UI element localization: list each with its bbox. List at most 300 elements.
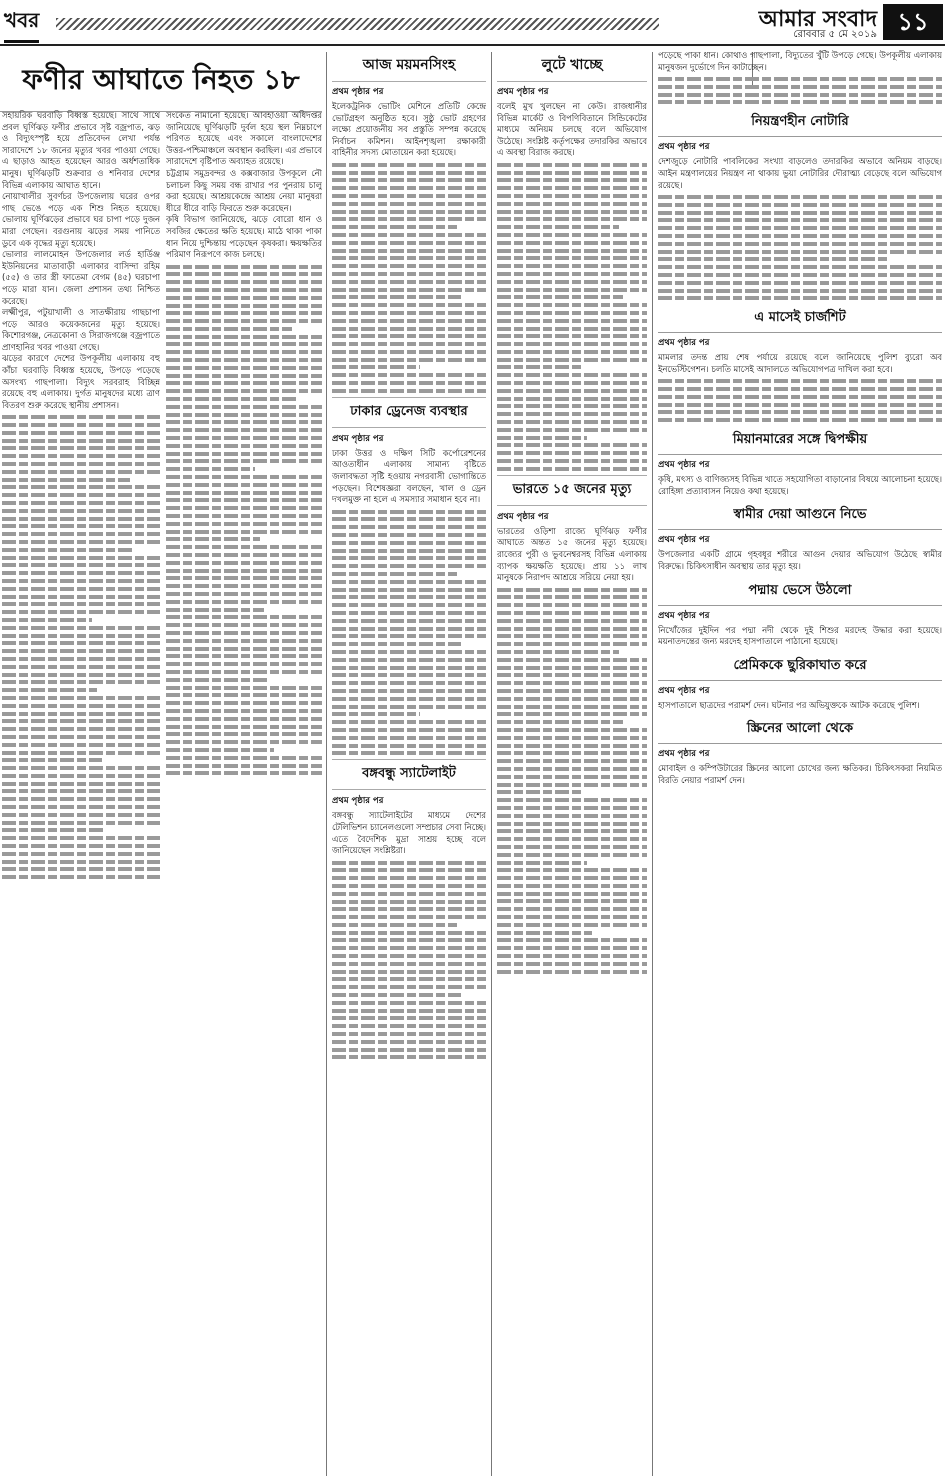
story-text: নিখোঁজের দুইদিন পর পদ্মা নদী থেকে দুই শিশুর মরদেহ উদ্ধার করা হয়েছে। ময়নাতদন্তের জন্য মরদেহ হাসপাতালে পাঠানো হয়েছে। [658, 624, 942, 647]
text-line [497, 288, 647, 292]
story-heading: আজ ময়মনসিংহ [332, 50, 486, 82]
text-line [332, 954, 486, 958]
text-line [332, 350, 486, 354]
text-line [497, 319, 647, 323]
text-line [497, 436, 587, 440]
text-line [497, 412, 647, 416]
text-line [2, 813, 160, 817]
text-line [166, 459, 322, 463]
continued-label: প্রথম পৃষ্ঠার পর [658, 685, 710, 696]
text-line [166, 725, 322, 729]
text-line [332, 697, 486, 701]
newspaper-brand: আমার সংবাদ [758, 7, 877, 32]
text-line [497, 443, 647, 447]
text-line [497, 404, 647, 408]
text-line [497, 588, 647, 592]
text-line [332, 603, 486, 607]
text-line [2, 766, 160, 770]
text-line [2, 470, 160, 474]
story-heading: পদ্মায় ভেসে উঠলো [658, 578, 942, 606]
text-line [332, 225, 457, 229]
text-line [2, 719, 160, 723]
text-line [166, 756, 322, 760]
lead-headline: ফণীর আঘাতে নিহত ১৮ [0, 58, 322, 112]
text-line [166, 467, 255, 471]
text-line [2, 509, 160, 513]
text-line [2, 665, 160, 669]
text-line [2, 524, 160, 528]
story-heading: বঙ্গবন্ধু স্যাটেলাইট [332, 759, 486, 790]
text-line [2, 797, 160, 801]
continued-label: প্রথম পৃষ্ঠার পর [332, 433, 384, 444]
text-line [166, 740, 322, 744]
text-line [332, 868, 486, 872]
text-line [2, 867, 160, 871]
text-line [497, 650, 619, 654]
text-line [2, 673, 160, 677]
text-line [497, 381, 647, 385]
text-line [2, 563, 160, 567]
story-heading: স্ক্রিনের আলো থেকে [658, 716, 942, 744]
text-line [332, 876, 486, 880]
text-line [332, 202, 486, 206]
text-line [658, 100, 942, 104]
text-line [332, 217, 486, 221]
text-line [497, 634, 647, 638]
text-line [332, 751, 486, 755]
text-line [332, 280, 486, 284]
text-line [2, 735, 160, 739]
text-line [497, 666, 647, 670]
text-line [332, 681, 486, 685]
lead-paragraph: লক্ষ্মীপুর, পটুয়াখালী ও সাতক্ষীরায় গাছচাপা পড়ে আরও কয়েকজনের মৃত্যু হয়েছে। কিশোরগঞ্জ, নেত্রকোনা ও সিরাজগঞ্জে বজ্রপাতে প্রাণহানির খবর পাওয়া গেছে। [2, 307, 160, 352]
text-line [332, 1032, 486, 1036]
text-line [497, 681, 647, 685]
text-line [166, 514, 322, 518]
story-heading: মিয়ানমারের সঙ্গে দ্বিপক্ষীয় [658, 427, 942, 455]
text-line [497, 822, 647, 826]
text-line [166, 413, 322, 417]
text-line [658, 203, 942, 207]
text-line [2, 751, 160, 755]
text-line [2, 626, 160, 630]
text-line [166, 350, 322, 354]
column-5 [658, 50, 942, 1476]
text-line [497, 759, 647, 763]
story-text: মামলার তদন্ত প্রায় শেষ পর্যায়ে রয়েছে বলে জানিয়েছে পুলিশ ব্যুরো অব ইনভেস্টিগেশন। চলতি মাসেই আদালতে অভিযোগপত্র দাখিল করা হবে। [658, 352, 942, 374]
text-line [332, 319, 486, 323]
text-line [332, 712, 420, 716]
text-line [497, 642, 647, 646]
text-line [497, 428, 647, 432]
text-line [497, 712, 647, 716]
text-line [497, 611, 647, 615]
text-line [332, 327, 486, 331]
text-line [166, 623, 322, 627]
text-line [497, 728, 647, 732]
text-line [497, 751, 647, 755]
text-line [332, 572, 457, 576]
text-line [658, 218, 942, 222]
text-line [658, 410, 942, 414]
text-line [658, 265, 942, 269]
text-line [332, 619, 486, 623]
text-line [332, 564, 486, 568]
text-line [2, 696, 160, 700]
text-fill [658, 77, 942, 104]
text-line [2, 571, 160, 575]
text-line [2, 875, 160, 879]
text-line [332, 595, 486, 599]
text-line [497, 295, 623, 299]
continued-label: প্রথম পৃষ্ঠার পর [658, 460, 710, 471]
text-line [166, 405, 322, 409]
text-line [497, 389, 647, 393]
text-line [332, 233, 486, 237]
story-text: বলেই মুখ খুলছেন না কেউ। রাজধানীর বিভিন্ন মার্কেট ও বিপণিবিতানে সিন্ডিকেটের মাধ্যমে অনিয়ম চলছে বলে অভিযোগ উঠেছে। সংশ্লিষ্ট কর্তৃপক্ষের তদারকির অভাবে এ অবস্থা বিরাজ করছে। [497, 101, 647, 158]
text-line [497, 217, 647, 221]
text-line [332, 517, 486, 521]
text-line [332, 985, 486, 989]
text-line [497, 673, 647, 677]
text-line [2, 602, 160, 606]
text-line [658, 211, 942, 215]
text-line [497, 334, 647, 338]
text-line [497, 397, 647, 401]
continued-label: প্রথম পৃষ্ঠার পর [332, 87, 384, 97]
story-heading: লুটে খাচ্ছে [497, 50, 647, 82]
text-line [166, 420, 322, 424]
text-line [497, 970, 647, 974]
text-line [166, 647, 322, 651]
text-line [2, 431, 160, 435]
text-line [2, 579, 160, 583]
text-line [166, 662, 322, 666]
text-line [658, 296, 942, 300]
text-line [332, 533, 486, 537]
text-line [332, 256, 486, 260]
text-line [166, 498, 322, 502]
story-text: উপজেলার একটি গ্রামে গৃহবধূর শরীরে আগুন দেয়ার অভিযোগ উঠেছে স্বামীর বিরুদ্ধে। চিকিৎসাধীন অবস্থায় তার মৃত্যু হয়। [658, 549, 942, 572]
text-line [2, 548, 135, 552]
text-line [332, 549, 486, 553]
text-line [2, 556, 160, 560]
text-line [2, 649, 160, 653]
text-line [2, 828, 106, 832]
text-line [497, 264, 647, 268]
text-line [2, 805, 160, 809]
text-line [2, 821, 160, 825]
text-line [497, 783, 647, 787]
text-line [332, 163, 486, 167]
text-line [332, 1048, 486, 1052]
text-line [2, 540, 160, 544]
story-text: পড়েছে পাকা ধান। কোথাও গাছপালা, বিদ্যুতের খুঁটি উপড়ে গেছে। উপকূলীয় এলাকায় মানুষজন দুর্ভোগে দিন কাটাচ্ছেন। [658, 50, 942, 72]
text-line [2, 439, 160, 443]
text-fill [497, 588, 647, 974]
text-line [166, 608, 264, 612]
text-line [497, 178, 647, 182]
text-line [332, 373, 486, 377]
story-text: ভারতের ওড়িশা রাজ্যে ঘূর্ণিঝড় ফণীর আঘাতে অন্তত ১৫ জনের মৃত্যু হয়েছে। রাজ্যের পুরী ও ভুবনেশ্বরসহ বিভিন্ন এলাকায় ব্যাপক ক্ষয়ক্ষতি হয়েছে। প্রায় ১১ লাখ মানুষকে নিরাপদ আশ্রয়ে সরিয়ে নেয়া হয়। [497, 525, 647, 583]
text-line [166, 693, 322, 697]
text-line [166, 678, 269, 682]
text-line [497, 744, 647, 748]
text-line [497, 767, 647, 771]
story-heading: ঢাকার ড্রেনেজ ব্যবস্থার [332, 397, 486, 428]
text-line [497, 689, 647, 693]
text-line [2, 727, 160, 731]
text-line [166, 530, 322, 534]
text-line [497, 837, 647, 841]
lead-column-2 [166, 110, 322, 1476]
text-line [2, 844, 160, 848]
text-line [497, 931, 592, 935]
text-line [497, 603, 647, 607]
text-line [497, 899, 647, 903]
lead-paragraph: সহায়রিক ঘরবাড়ি বিধ্বস্ত হয়েছে। সাথে সাথে প্রবল ঘূর্ণিঝড় ফণীর প্রভাবে সৃষ্ট বজ্রপাত, ঝড় ও বিদ্যুৎস্পৃষ্ট হয়ে প্রতিবেদন লেখা পর্যন্ত সারাদেশে ১৮ জনের মৃত্যুর খবর পাওয়া গেছে। এ ছাড়াও আহত হয়েছেন আরও অর্ধশতাধিক মানুষ। ঘূর্ণিঝড়টি শুক্রবার ও শনিবার দেশের বিভিন্ন এলাকায় আঘাত হানে। [2, 110, 160, 190]
text-line [497, 853, 647, 857]
text-line [497, 467, 647, 471]
text-line [166, 600, 322, 604]
section-name: খবর [4, 6, 39, 43]
text-line [2, 462, 160, 466]
text-line [166, 327, 292, 331]
text-line [166, 342, 322, 346]
text-line [166, 639, 322, 643]
text-line [166, 764, 322, 768]
text-line [166, 615, 322, 619]
text-line [332, 288, 486, 292]
text-line [332, 334, 486, 338]
text-line [332, 272, 486, 276]
text-line [166, 475, 322, 479]
text-line [166, 389, 322, 393]
text-line [2, 836, 160, 840]
text-line [658, 77, 942, 81]
text-line [332, 970, 486, 974]
text-line [166, 576, 322, 580]
column-3 [332, 50, 486, 1476]
text-line [166, 444, 322, 448]
text-line [497, 775, 647, 779]
lead-column-1 [2, 110, 160, 1476]
text-line [497, 350, 647, 354]
text-line [332, 580, 486, 584]
text-line [497, 163, 647, 167]
text-line [332, 720, 486, 724]
story-text: ঢাকা উত্তর ও দক্ষিণ সিটি কর্পোরেশনের আওতাধীন এলাকায় সামান্য বৃষ্টিতে জলাবদ্ধতা সৃষ্টি হওয়ায় নগরবাসী ভোগান্তিতে পড়ছেন। বিশেষজ্ঞরা বলছেন, খাল ও ড্রেন দখলমুক্ত না হলে এ সমস্যার সমাধান হবে না। [332, 447, 486, 505]
text-line [2, 641, 160, 645]
text-line [166, 771, 322, 775]
continued-label: প্রথম পৃষ্ঠার পর [332, 796, 384, 807]
text-line [497, 829, 647, 833]
text-line [2, 501, 160, 505]
text-line [332, 556, 486, 560]
text-line [497, 210, 647, 214]
text-line [2, 485, 160, 489]
text-line [166, 436, 322, 440]
text-line [166, 358, 322, 362]
text-line [497, 915, 647, 919]
text-line [166, 428, 322, 432]
lead-paragraph: ভোলার লালমোহন উপজেলার লর্ড হার্ডিঞ্জ ইউনিয়নের মাতাবাড়ী এলাকার বাসিন্দা রহিম (৫৫) ও তার স্ত্রী ফাতেমা বেগম (৪৫) ঘরচাপা পড়ে মারা যান। জেলা প্রশাসন তথ্য নিশ্চিত করেছে। [2, 249, 160, 306]
text-line [166, 491, 322, 495]
text-line [166, 748, 274, 752]
text-line [497, 658, 647, 662]
text-line [332, 389, 486, 393]
text-line [166, 631, 322, 635]
continued-label: প্রথম পৃষ্ঠার পর [658, 142, 710, 153]
text-line [332, 611, 486, 615]
text-fill [332, 861, 486, 1060]
text-line [2, 446, 160, 450]
text-line [332, 365, 420, 369]
text-line [332, 892, 486, 896]
text-line [166, 717, 322, 721]
text-line [332, 884, 486, 888]
text-line [166, 272, 322, 276]
text-line [497, 946, 647, 950]
text-line [166, 732, 322, 736]
text-fill [497, 163, 647, 471]
text-line [497, 451, 647, 455]
text-line [332, 666, 486, 670]
text-line [497, 373, 647, 377]
text-line [497, 595, 647, 599]
text-line [2, 657, 160, 661]
text-fill [332, 510, 486, 756]
text-line [497, 249, 647, 253]
text-line [166, 686, 322, 690]
text-line [2, 595, 160, 599]
text-line [332, 907, 486, 911]
continued-label: প্রথম পৃষ্ঠার পর [658, 338, 710, 349]
lead-paragraph: নোয়াখালীর সুবর্ণচর উপজেলায় ঘরের ওপর গাছ ভেঙে পড়ে এক শিশু নিহত হয়েছে। ভোলায় ঘূর্ণিঝড়ের প্রভাবে ঘর চাপা পড়ে দুজন মারা গেছেন। বরগুনায় ঝড়ের সময় পানিতে ডুবে এক বৃদ্ধের মৃত্যু হয়েছে। [2, 191, 160, 248]
text-line [2, 743, 160, 747]
text-line [166, 296, 322, 300]
text-line [332, 525, 486, 529]
text-line [497, 420, 647, 424]
text-line [497, 790, 583, 794]
story-heading: নিয়ন্ত্রণহীন নোটারি [658, 109, 942, 137]
text-line [332, 1055, 486, 1059]
column-rule [652, 52, 653, 1476]
text-line [2, 634, 160, 638]
text-line [166, 374, 322, 378]
text-line [332, 358, 486, 362]
story-heading: প্রেমিককে ছুরিকাঘাত করে [658, 653, 942, 681]
text-line [166, 506, 322, 510]
continued-label: প্রথম পৃষ্ঠার পর [658, 749, 710, 760]
issue-date: রোববার ৫ মে ২০১৯ [793, 29, 877, 40]
text-line [332, 689, 486, 693]
text-line [497, 311, 647, 315]
text-fill [658, 379, 942, 422]
text-line [658, 93, 942, 97]
header-stripe [56, 18, 659, 30]
text-line [332, 931, 486, 935]
text-line [2, 774, 160, 778]
text-line [2, 610, 160, 614]
text-fill [166, 265, 322, 776]
text-line [658, 379, 942, 383]
text-line [2, 758, 102, 762]
text-line [166, 483, 322, 487]
text-line [166, 311, 322, 315]
story-text: হাসপাতালে ছাত্রদের পরামর্শ দেন। ঘটনার পর অভিযুক্তকে আটক করেছে পুলিশ। [658, 699, 920, 710]
text-line [2, 618, 92, 622]
story-text: কৃষি, মৎস্য ও বাণিজ্যসহ বিভিন্ন খাতে সহযোগিতা বাড়ানোর বিষয়ে আলোচনা হয়েছে। রোহিঙ্গা প্রত্যাবাসন নিয়েও কথা হয়েছে। [658, 474, 942, 496]
text-line [658, 273, 942, 277]
text-line [166, 288, 322, 292]
text-line [497, 736, 647, 740]
story-text: মোবাইল ও কম্পিউটারের স্ক্রিনের আলো চোখের জন্য ক্ষতিকর। চিকিৎসকরা নিয়মিত বিরতি নেয়ার পরামর্শ দেন। [658, 763, 942, 786]
text-line [166, 584, 322, 588]
text-line [332, 658, 486, 662]
text-line [658, 281, 942, 285]
story-heading: ভারতে ১৫ জনের মৃত্যু [497, 475, 647, 506]
text-line [497, 798, 647, 802]
text-line [332, 938, 486, 942]
continued-label: প্রথম পৃষ্ঠার পর [658, 535, 710, 546]
text-line [166, 366, 322, 370]
text-line [497, 225, 619, 229]
text-line [2, 478, 130, 482]
text-line [332, 178, 486, 182]
text-line [332, 744, 486, 748]
text-line [332, 977, 486, 981]
text-line [497, 845, 647, 849]
text-line [497, 861, 587, 865]
text-line [658, 418, 942, 422]
text-line [497, 876, 647, 880]
text-line [658, 387, 942, 391]
text-line [166, 304, 322, 308]
text-line [332, 1016, 486, 1020]
text-line [2, 454, 160, 458]
text-line [497, 697, 647, 701]
text-line [2, 517, 160, 521]
text-line [497, 627, 647, 631]
text-line [166, 452, 322, 456]
story-text: দেশজুড়ে নোটারি পাবলিকের সংখ্যা বাড়লেও তদারকির অভাবে অনিয়ম বাড়ছে। আইন মন্ত্রণালয়ের নিয়ন্ত্রণ না থাকায় ভুয়া নোটারির দৌরাত্ম্য বেড়েছে বলে অভিযোগ রয়েছে। [658, 156, 942, 190]
text-fill [332, 163, 486, 393]
text-line [2, 860, 160, 864]
text-line [2, 688, 97, 692]
text-line [332, 249, 486, 253]
text-line [497, 194, 647, 198]
text-line [166, 280, 322, 284]
text-line [497, 303, 647, 307]
text-fill [658, 195, 942, 300]
text-line [497, 806, 647, 810]
text-line [658, 226, 942, 230]
text-line [497, 459, 647, 463]
text-line [658, 403, 942, 407]
text-line [658, 257, 888, 261]
text-line [332, 642, 461, 646]
text-line [332, 1024, 486, 1028]
text-line [497, 720, 623, 724]
text-line [658, 289, 942, 293]
text-line [332, 736, 486, 740]
text-line [2, 423, 160, 427]
text-line [332, 861, 486, 865]
story-heading: স্বামীর দেয়া আগুনে নিভে [658, 502, 942, 530]
text-line [166, 553, 322, 557]
text-line [332, 510, 486, 514]
